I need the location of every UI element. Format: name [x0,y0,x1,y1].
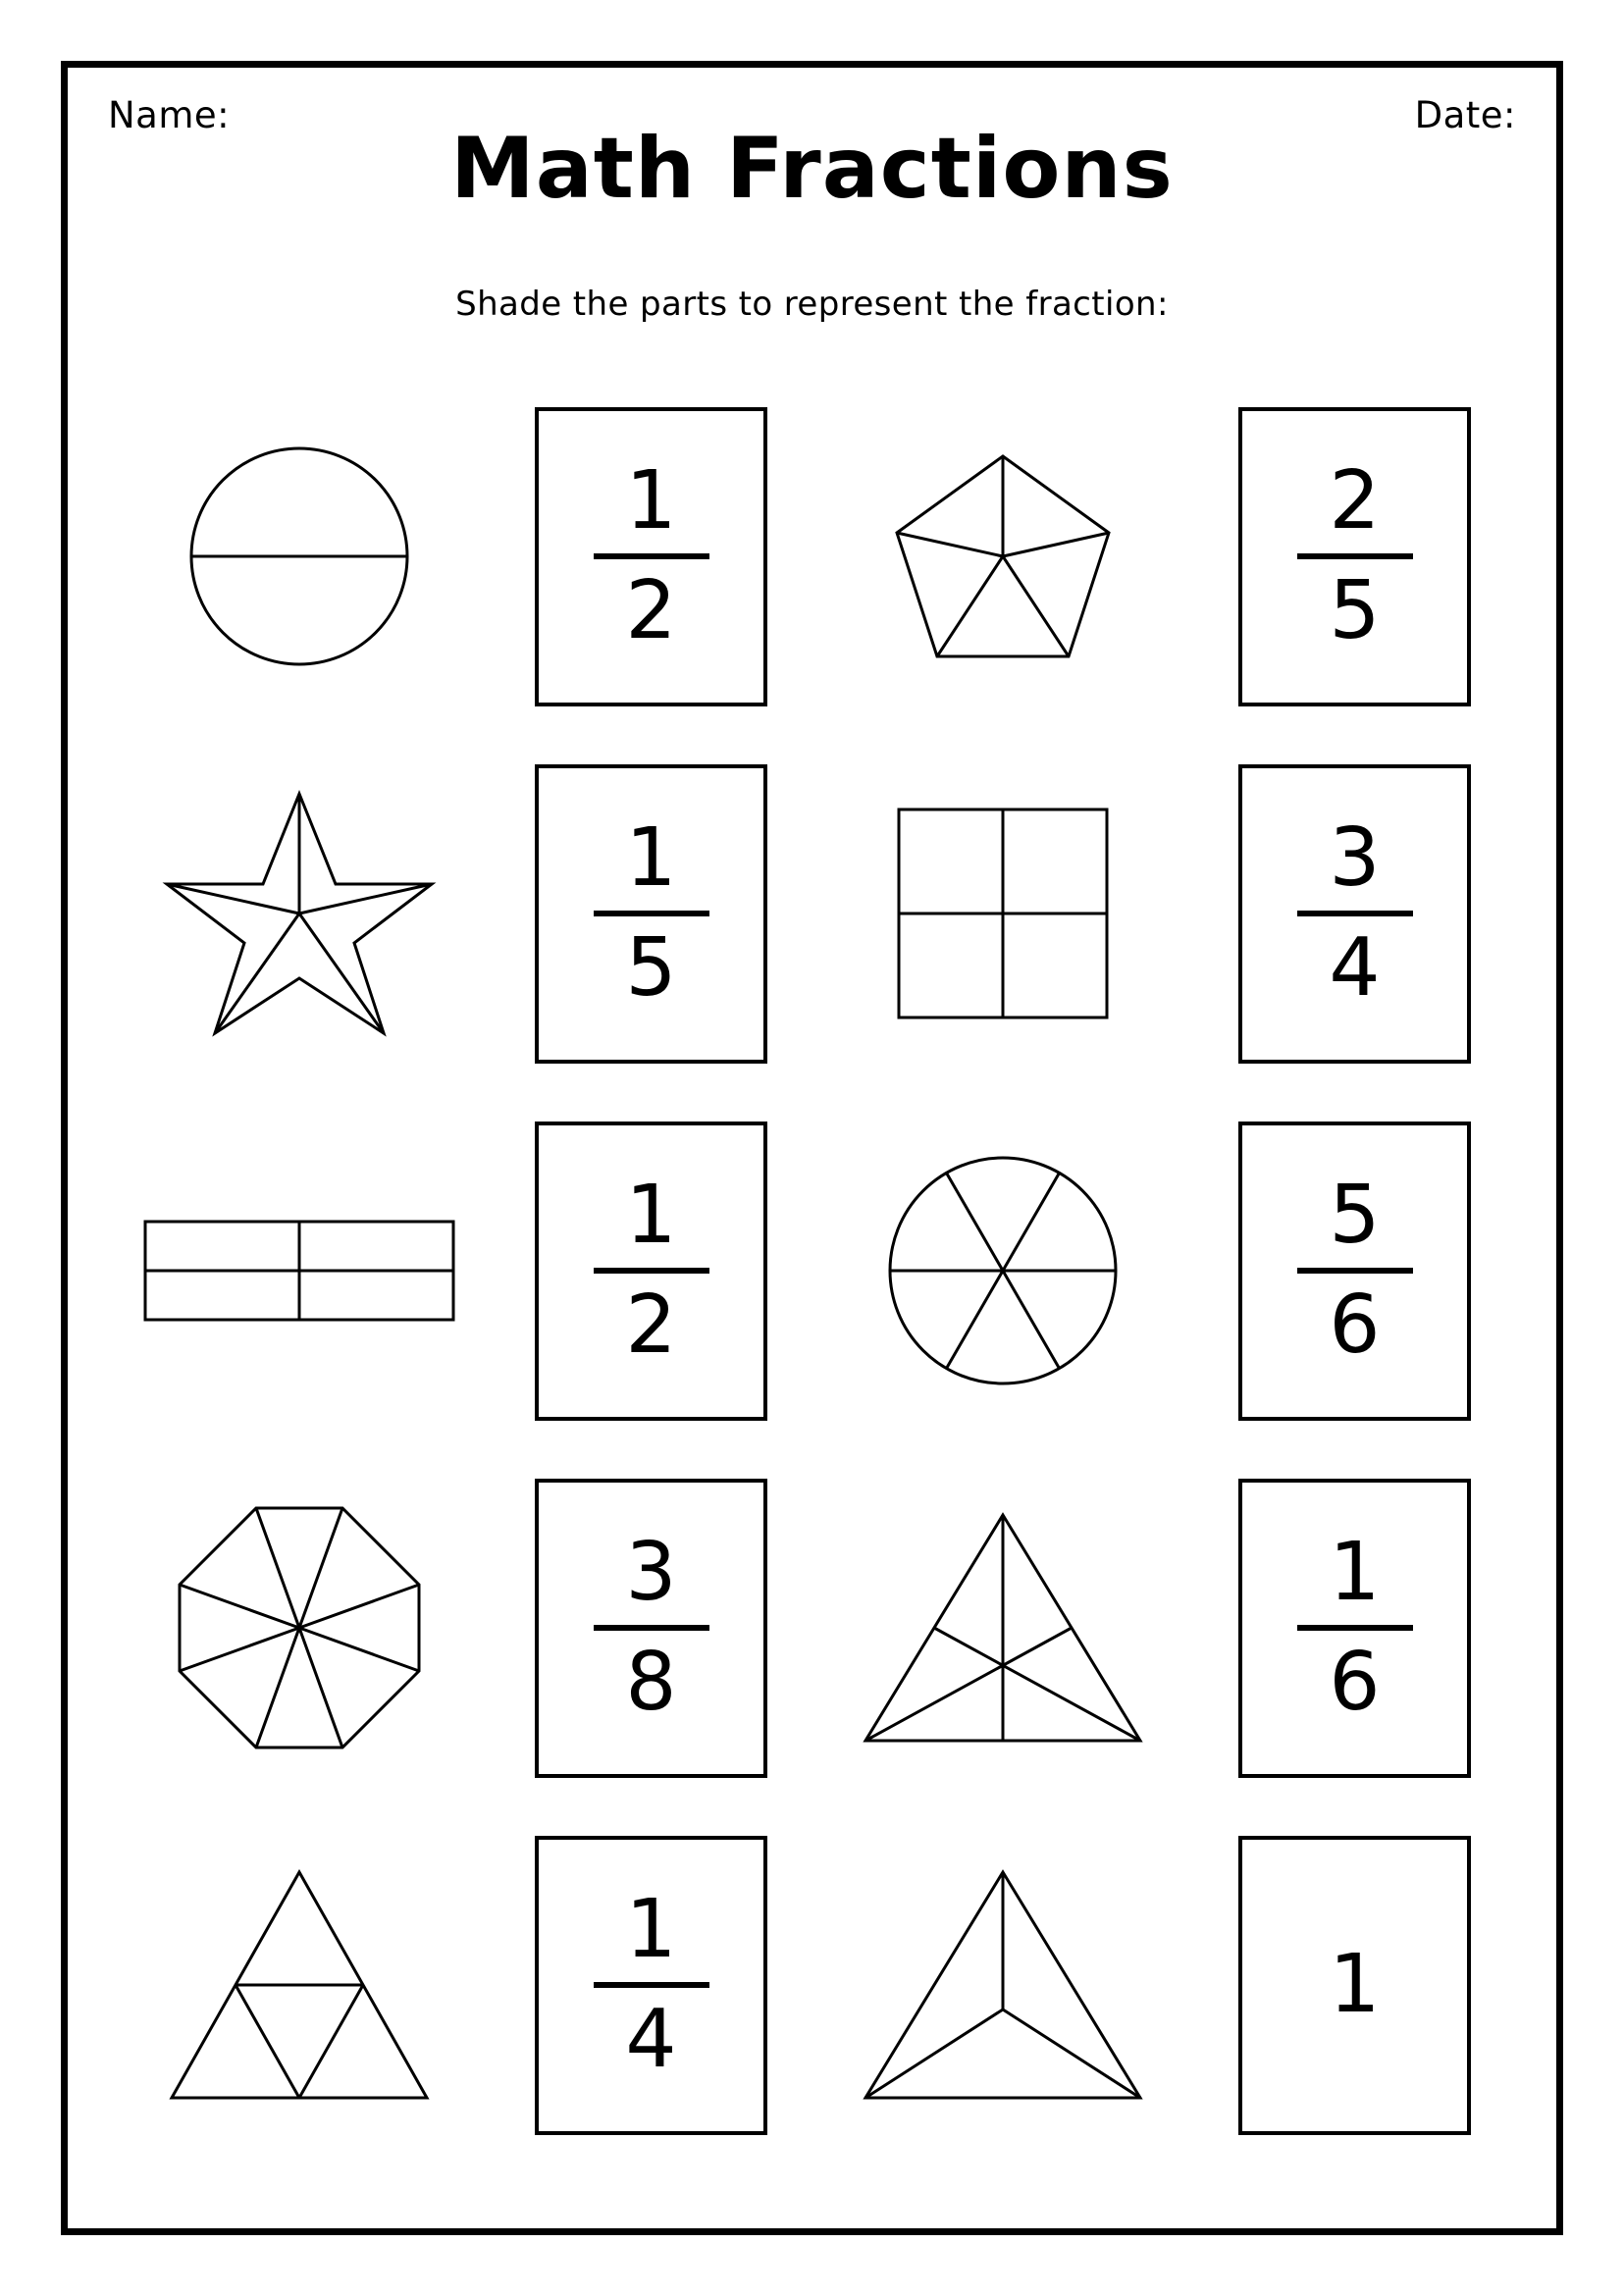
fraction-cell[interactable] [1194,378,1515,735]
shape-cell-star-fifths[interactable] [108,735,491,1092]
octagon-eighths-icon [172,1500,427,1755]
fraction-box [535,1836,767,2135]
circle-halves-icon [182,439,417,674]
fraction-bar [594,1982,709,1988]
fraction-denominator: 6 [1329,1278,1381,1372]
shape-cell-triangle-sixths[interactable] [812,1449,1194,1806]
fraction-denominator: 8 [625,1636,677,1729]
problem-row [108,735,1516,1092]
fraction-cell[interactable] [1194,735,1515,1092]
fraction-bar [594,911,709,916]
fraction-cell[interactable] [491,1806,812,2164]
problem-row [108,1092,1516,1449]
fraction-numerator: 1 [625,453,677,548]
triangle-thirds-icon [856,1862,1150,2108]
fraction-numerator: 1 [625,810,677,905]
fraction-numerator: 1 [625,1168,677,1262]
fraction-denominator: 6 [1329,1636,1381,1729]
fraction-bar [1297,1625,1413,1631]
shape-cell-square-quarters[interactable] [812,735,1194,1092]
circle-sixths-icon [880,1148,1126,1393]
fraction-numerator: 5 [1329,1168,1381,1262]
fraction-bar [594,553,709,559]
fraction-box [1238,764,1471,1064]
fraction-box [1238,1122,1471,1421]
fraction-numerator: 1 [625,1882,677,1976]
shape-cell-circle-sixths[interactable] [812,1092,1194,1449]
problem-row [108,378,1516,735]
fraction-cell[interactable] [491,378,812,735]
fraction-bar [594,1268,709,1274]
shape-cell-circle-halves[interactable] [108,378,491,735]
fraction-box [1238,1836,1471,2135]
fraction-cell[interactable] [491,735,812,1092]
fraction-box [1238,1479,1471,1778]
date-field-label: Date: [1414,94,1516,136]
fraction-denominator: 4 [1329,921,1381,1015]
triangle-sixths-icon [856,1505,1150,1750]
fraction-box [535,407,767,706]
fraction-cell[interactable] [1194,1449,1515,1806]
fraction-bar [594,1625,709,1631]
shape-cell-triangle-thirds[interactable] [812,1806,1194,2164]
problem-grid [108,378,1516,2164]
fraction-box [1238,407,1471,706]
shape-cell-octagon-eighths[interactable] [108,1449,491,1806]
square-quarters-icon [885,796,1121,1031]
fraction-whole-number: 1 [1329,1938,1381,2031]
fraction-cell[interactable] [491,1449,812,1806]
fraction-denominator: 5 [1329,564,1381,657]
fraction-denominator: 5 [625,921,677,1015]
instructions-text: Shade the parts to represent the fraction: [455,285,1169,324]
fraction-box [535,764,767,1064]
star-fifths-icon [162,776,437,1051]
fraction-box [535,1122,767,1421]
triangle-quarters-icon [162,1862,437,2108]
fraction-box [535,1479,767,1778]
fraction-bar [1297,553,1413,559]
problem-row [108,1806,1516,2164]
shape-cell-triangle-quarters[interactable] [108,1806,491,2164]
fraction-denominator: 2 [625,1278,677,1372]
fraction-bar [1297,911,1413,916]
shape-cell-rectangle-quarters[interactable] [108,1092,491,1449]
fraction-numerator: 3 [1329,810,1381,905]
fraction-denominator: 4 [625,1993,677,2086]
page-title: Math Fractions [450,120,1174,218]
fraction-denominator: 2 [625,564,677,657]
pentagon-fifths-icon [885,439,1121,674]
fraction-bar [1297,1268,1413,1274]
fraction-numerator: 3 [625,1525,677,1619]
name-field-label: Name: [108,94,231,136]
fraction-numerator: 1 [1329,1525,1381,1619]
rectangle-quarters-icon [137,1187,461,1354]
fraction-cell[interactable] [1194,1806,1515,2164]
fraction-numerator: 2 [1329,453,1381,548]
shape-cell-pentagon-fifths[interactable] [812,378,1194,735]
fraction-cell[interactable] [1194,1092,1515,1449]
problem-row [108,1449,1516,1806]
fraction-cell[interactable] [491,1092,812,1449]
